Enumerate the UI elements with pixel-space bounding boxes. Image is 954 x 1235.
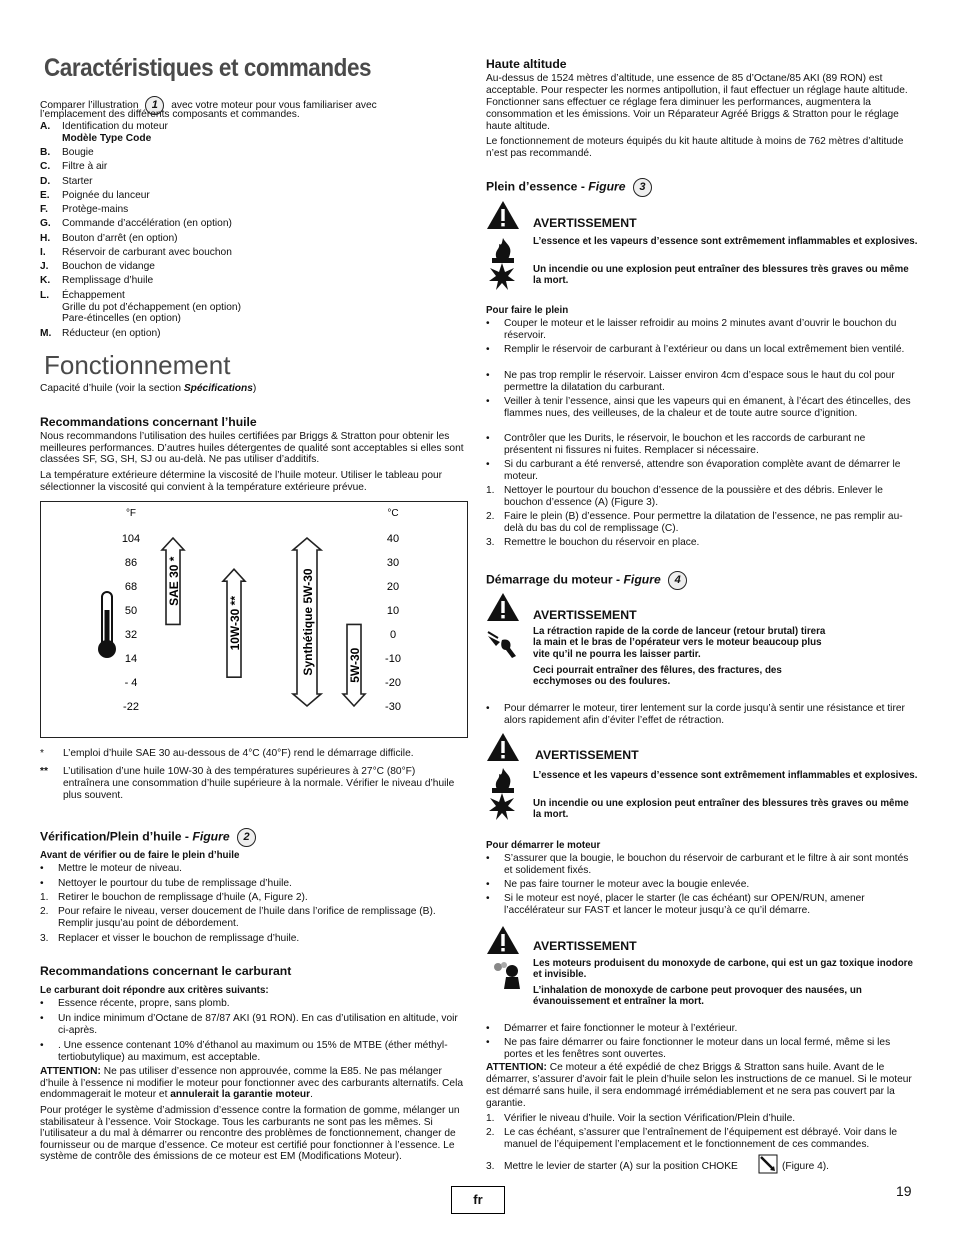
list-text: Mettre le moteur de niveau. bbox=[58, 863, 183, 874]
component-key: M. bbox=[40, 328, 52, 339]
fahrenheit-unit: °F bbox=[125, 508, 137, 519]
list-text: Veiller à tenir l’essence, ainsi que les vapeurs qui en émanent, à l’écart des étincelles, des flammes nues, des veilleuses, de la chaleur et de toute autre source d’ignition. bbox=[504, 396, 911, 419]
rope-warning-text-2: Ceci pourrait entraîner des fêlures, des fractures, des ecchymoses ou des foulures. bbox=[533, 665, 782, 688]
fuel-fill-title: Plein d’essence - Figure 3 bbox=[486, 178, 652, 197]
fahrenheit-tick: -22 bbox=[123, 701, 139, 713]
toxic-fumes-icon bbox=[490, 961, 524, 991]
fuel-protect-paragraph: Pour protéger le système d’admission d’essence contre la formation de gomme, mélanger un stabilisateur à l’essence. Voir Stockage. Tous les carburants ne sont pas les mêmes. Si l’utilisateur a du mal à démarrer ou rencontre des problèmes de fonctionnement, changer de fournisseur ou de marque d’essence. Ce moteur est certifié pour fonctionner à l’essence. Le système de contrôle des émissions de ce moteur est EM (Modifications Moteur). bbox=[40, 1105, 460, 1163]
component-key: G. bbox=[40, 218, 51, 229]
list-marker: 3. bbox=[486, 537, 495, 548]
altitude-title: Haute altitude bbox=[486, 57, 567, 71]
list-marker: • bbox=[40, 1013, 44, 1024]
fahrenheit-tick: 50 bbox=[124, 605, 138, 617]
component-label: Poignée du lanceur bbox=[62, 190, 150, 201]
fuel-rec-subtitle: Le carburant doit répondre aux critères suivants: bbox=[40, 985, 269, 996]
component-key: B. bbox=[40, 147, 51, 158]
component-key: C. bbox=[40, 161, 51, 172]
list-marker: 2. bbox=[486, 1127, 495, 1138]
intro-text-line2: l’emplacement des différents composants et commandes. bbox=[40, 109, 300, 120]
fill-subtitle: Pour faire le plein bbox=[486, 305, 569, 316]
list-marker: • bbox=[486, 893, 490, 904]
list-marker: • bbox=[486, 459, 490, 470]
warning-triangle-icon bbox=[486, 200, 520, 230]
list-text: Si du carburant a été renversé, attendre son évaporation complète avant de démarrer le moteur. bbox=[504, 459, 901, 482]
language-tab: fr bbox=[451, 1186, 505, 1214]
component-label: Réducteur (en option) bbox=[62, 328, 161, 339]
list-text: Remplir le réservoir de carburant à l’extérieur ou dans un local extrêmement bien ventilé. bbox=[504, 344, 905, 355]
oil-capacity-text: Capacité d’huile (voir la section Spécifications) bbox=[40, 383, 257, 394]
list-text: Si le moteur est noyé, placer le starter (le cas échéant) sur OPEN/RUN, amener l’accélérateur sur FAST et lancer le moteur jusqu’à ce qu’il démarre. bbox=[504, 893, 865, 916]
component-label: Filtre à air bbox=[62, 161, 108, 172]
component-key: L. bbox=[40, 290, 50, 301]
celsius-tick: 30 bbox=[386, 557, 400, 569]
list-text: Replacer et visser le bouchon de remplissage d’huile. bbox=[58, 933, 300, 944]
component-key: J. bbox=[40, 261, 49, 272]
list-text: Remettre le bouchon du réservoir en place. bbox=[504, 537, 700, 548]
list-text: S’assurer que la bougie, le bouchon du réservoir de carburant et le filtre à air sont montés et solidement fixés. bbox=[504, 853, 909, 876]
viscosity-label: Synthétique 5W-30 bbox=[301, 568, 315, 676]
list-text: Pour refaire le niveau, verser doucement de l’huile dans l’orifice de remplissage (B). Remplir jusqu’au point de débordement. bbox=[58, 906, 436, 929]
fahrenheit-tick: 14 bbox=[124, 653, 138, 665]
fahrenheit-tick: 32 bbox=[124, 629, 138, 641]
celsius-tick: 0 bbox=[389, 629, 397, 641]
altitude-paragraph-1: Au-dessus de 1524 mètres d’altitude, une essence de 85 d’Octane/85 AKI (89 RON) est acceptable. Pour respecter les normes antipollution, il faut effectuer un réglage haute altitude. Fonctionner sans effectuer ce réglage fera diminuer les performances, augmentera la consommation et les émissions. Voir un Réparateur Agréé Briggs & Stratton pour le réglage haute altitude. bbox=[486, 73, 908, 132]
note-2-mark: ** bbox=[40, 766, 48, 777]
list-text: Un indice minimum d’Octane de 87/87 AKI (91 RON). En cas d’utilisation en altitude, voir ci-après. bbox=[58, 1013, 458, 1036]
start-attention: ATTENTION: Ce moteur a été expédié de chez Briggs & Stratton sans huile. Avant de le démarrer, s’assurer d’avoir fait le plein d’huile selon les instructions de ce manuel. Si le moteur est démarré sans huile, il sera endommagé irrémédiablement et ne sera pas couvert par la garantie. bbox=[486, 1062, 912, 1109]
list-marker: • bbox=[40, 878, 44, 889]
engine-start-title: Démarrage du moteur - Figure 4 bbox=[486, 571, 687, 590]
altitude-paragraph-2: Le fonctionnement de moteurs équipés du kit haute altitude à moins de 762 mètres d’altitude n’est pas recommandé. bbox=[486, 136, 904, 159]
list-marker: • bbox=[486, 1023, 490, 1034]
list-text: Vérifier le niveau d’huile. Voir la section Vérification/Plein d’huile. bbox=[504, 1113, 796, 1124]
list-text: Ne pas faire tourner le moteur avec la bougie enlevée. bbox=[504, 879, 750, 890]
oil-viscosity-chart-svg bbox=[41, 502, 467, 737]
component-label: Modèle Type Code bbox=[62, 133, 152, 144]
celsius-tick: 10 bbox=[386, 605, 400, 617]
co-warning-text-1: Les moteurs produisent du monoxyde de carbone, qui est un gaz toxique inodore et invisible. bbox=[533, 958, 913, 981]
start-subtitle: Pour démarrer le moteur bbox=[486, 840, 601, 851]
list-marker: • bbox=[40, 1040, 44, 1051]
list-marker: • bbox=[486, 396, 490, 407]
list-marker: • bbox=[486, 370, 490, 381]
explosion-icon bbox=[488, 262, 516, 292]
list-text: Nettoyer le pourtour du bouchon d’essence de la poussière et des débris. Enlever le bouchon d’essence (A) (Figure 3). bbox=[504, 485, 883, 508]
list-text: Retirer le bouchon de remplissage d’huile (A, Figure 2). bbox=[58, 892, 308, 903]
list-marker: 1. bbox=[40, 892, 49, 903]
list-marker: • bbox=[486, 879, 490, 890]
warning-triangle-icon bbox=[486, 732, 520, 762]
viscosity-label: 10W-30 ** bbox=[228, 595, 242, 651]
rope-warning-text-1: La rétraction rapide de la corde de lanceur (retour brutal) tirera la main et le bras de l’opérateur vers le moteur beaucoup plus vite qu’il ne pourra les laisser partir. bbox=[533, 626, 826, 660]
component-label: Identification du moteur bbox=[62, 121, 168, 132]
warning-title: AVERTISSEMENT bbox=[535, 748, 639, 762]
list-marker: • bbox=[486, 433, 490, 444]
list-text: Démarrer et faire fonctionner le moteur à l’extérieur. bbox=[504, 1023, 738, 1034]
note-2: L’utilisation d’une huile 10W-30 à des températures supérieures à 27°C (80°F) entraînera une consommation d’huile supérieure à la normale. Vérifier le niveau d’huile plus souvent. bbox=[63, 766, 455, 801]
celsius-unit: °C bbox=[387, 508, 399, 519]
list-text: Couper le moteur et le laisser refroidir au moins 2 minutes avant d’ouvrir le bouchon du réservoir. bbox=[504, 318, 897, 341]
component-label: Protège-mains bbox=[62, 204, 129, 215]
list-text: Ne pas trop remplir le réservoir. Laisser environ 4cm d’espace sous le haut du col pour permettre la dilatation du carburant. bbox=[504, 370, 895, 393]
figure-4-badge: 4 bbox=[668, 571, 687, 590]
list-text: Mettre le levier de starter (A) sur la position CHOKE bbox=[504, 1161, 738, 1172]
celsius-tick: -30 bbox=[385, 701, 401, 713]
fire-icon bbox=[490, 766, 516, 794]
component-key: E. bbox=[40, 190, 50, 201]
list-marker: 1. bbox=[486, 485, 495, 496]
component-label: Échappement bbox=[62, 290, 125, 301]
celsius-tick: 40 bbox=[386, 533, 400, 545]
intro-text: Comparer l’illustration 1 avec votre moteur pour vous familiariser avec bbox=[40, 96, 377, 115]
specifications-link[interactable]: Spécifications bbox=[183, 383, 253, 394]
note-1-mark: * bbox=[40, 748, 44, 759]
list-text: (Figure 4). bbox=[782, 1161, 829, 1172]
warning-triangle-icon bbox=[486, 925, 520, 955]
warning-title: AVERTISSEMENT bbox=[533, 939, 637, 953]
component-key: A. bbox=[40, 121, 51, 132]
list-marker: • bbox=[40, 863, 44, 874]
oil-rec-title: Recommandations concernant l’huile bbox=[40, 415, 257, 429]
list-marker: • bbox=[486, 344, 490, 355]
list-text: Nettoyer le pourtour du tube de remplissage d’huile. bbox=[58, 878, 292, 889]
co-warning-text-2: L’inhalation de monoxyde de carbone peut provoquer des nausées, un évanouissement et entraîner la mort. bbox=[533, 985, 862, 1008]
component-label: Commande d’accélération (en option) bbox=[62, 218, 232, 229]
list-marker: • bbox=[486, 1037, 490, 1048]
oil-viscosity-chart bbox=[40, 501, 468, 738]
list-marker: • bbox=[40, 998, 44, 1009]
list-text: Le cas échéant, s’assurer que l’entraînement de l’équipement est débrayé. Voir dans le manuel de l’équipement l’emplacement et le fonctionnement de ces commandes. bbox=[504, 1127, 898, 1150]
component-label: Bougie bbox=[62, 147, 94, 158]
component-key: K. bbox=[40, 275, 51, 286]
list-text: Ne pas faire démarrer ou faire fonctionner le moteur dans un local fermé, même si les portes et les fenêtres sont ouvertes. bbox=[504, 1037, 891, 1060]
component-key: H. bbox=[40, 233, 51, 244]
thermometer-icon bbox=[98, 592, 116, 658]
fahrenheit-tick: 86 bbox=[124, 557, 138, 569]
component-key: I. bbox=[40, 247, 46, 258]
warning-title: AVERTISSEMENT bbox=[533, 216, 637, 230]
figure-3-badge: 3 bbox=[633, 178, 652, 197]
list-marker: 1. bbox=[486, 1113, 495, 1124]
list-text: Faire le plein (B) d’essence. Pour permettre la dilatation de l’essence, ne pas remplir au-delà du bas du col de remplissage (C). bbox=[504, 511, 903, 534]
explosion-icon bbox=[488, 792, 516, 822]
oil-rec-paragraph-1: Nous recommandons l’utilisation des huiles certifiées par Briggs & Stratton pour obtenir les meilleures performances. D’autres huiles détergentes de qualité sont acceptables si elles sont classées SF, SG, SH, SJ ou au-delà. Ne pas utiliser d’additifs. bbox=[40, 431, 464, 466]
component-key: D. bbox=[40, 176, 51, 187]
list-marker: • bbox=[486, 853, 490, 864]
kickback-hand-icon bbox=[486, 628, 522, 660]
fuel-attention: ATTENTION: Ne pas utiliser d’essence non approuvée, comme la E85. Ne pas mélanger d’huile à l’essence ni modifier le moteur pour fonctionner avec des carburants alternatifs. Cela endommagerait le moteur et annulerait la garantie moteur. bbox=[40, 1066, 464, 1101]
component-label: Remplissage d’huile bbox=[62, 275, 154, 286]
component-label: Bouchon de vidange bbox=[62, 261, 155, 272]
component-key: F. bbox=[40, 204, 48, 215]
oil-rec-paragraph-2: La température extérieure détermine la viscosité de l’huile moteur. Utiliser le tableau pour sélectionner la viscosité qui convient à la température extérieure prévue. bbox=[40, 470, 443, 493]
note-1: L’emploi d’huile SAE 30 au-dessous de 4°C (40°F) rend le démarrage difficile. bbox=[63, 748, 414, 759]
fuel-rec-title: Recommandations concernant le carburant bbox=[40, 964, 292, 978]
component-label: Grille du pot d’échappement (en option) bbox=[62, 302, 241, 313]
fuel-warning-2-text-1: L’essence et les vapeurs d’essence sont extrêmement inflammables et explosives. bbox=[533, 770, 918, 781]
celsius-tick: -10 bbox=[385, 653, 401, 665]
fahrenheit-tick: - 4 bbox=[124, 677, 138, 689]
choke-icon bbox=[758, 1154, 778, 1174]
celsius-tick: 20 bbox=[386, 581, 400, 593]
list-text: Contrôler que les Durits, le réservoir, le bouchon et les raccords de carburant ne présentent ni fissures ni fuites. Remplacer si nécessaire. bbox=[504, 433, 866, 456]
list-text: Essence récente, propre, sans plomb. bbox=[58, 998, 230, 1009]
list-text: . Une essence contenant 10% d’éthanol au maximum ou 15% de MTBE (éther méthyl-tertiobutylique) au maximum, est acceptable. bbox=[58, 1040, 448, 1063]
fuel-warning-text-2: Un incendie ou une explosion peut entraîner des blessures très graves ou même la mort. bbox=[533, 264, 909, 287]
fire-icon bbox=[490, 236, 516, 264]
oil-check-title: Vérification/Plein d’huile - Figure 2 bbox=[40, 828, 256, 847]
component-label: Bouton d’arrêt (en option) bbox=[62, 233, 178, 244]
viscosity-label: SAE 30 * bbox=[167, 556, 181, 606]
fahrenheit-tick: 68 bbox=[124, 581, 138, 593]
component-label: Réservoir de carburant avec bouchon bbox=[62, 247, 232, 258]
figure-2-badge: 2 bbox=[237, 828, 256, 847]
viscosity-label: 5W-30 bbox=[348, 647, 362, 683]
section-title: Fonctionnement bbox=[44, 350, 231, 380]
celsius-tick: -20 bbox=[385, 677, 401, 689]
list-marker: 2. bbox=[40, 906, 49, 917]
list-marker: • bbox=[486, 318, 490, 329]
fuel-warning-text-1: L’essence et les vapeurs d’essence sont extrêmement inflammables et explosives. bbox=[533, 236, 918, 247]
list-marker: 3. bbox=[40, 933, 49, 944]
warning-triangle-icon bbox=[486, 592, 520, 622]
fuel-warning-2-text-2: Un incendie ou une explosion peut entraîner des blessures très graves ou même la mort. bbox=[533, 798, 909, 821]
component-label: Starter bbox=[62, 176, 93, 187]
component-label: Pare-étincelles (en option) bbox=[62, 313, 181, 324]
oil-check-subtitle: Avant de vérifier ou de faire le plein d’huile bbox=[40, 850, 240, 861]
page-title: Caractéristiques et commandes bbox=[44, 54, 372, 82]
page-number: 19 bbox=[896, 1183, 912, 1199]
fahrenheit-tick: 104 bbox=[121, 533, 141, 545]
list-marker: 2. bbox=[486, 511, 495, 522]
list-marker: 3. bbox=[486, 1161, 495, 1172]
figure-1-badge: 1 bbox=[145, 96, 164, 115]
warning-title: AVERTISSEMENT bbox=[533, 608, 637, 622]
